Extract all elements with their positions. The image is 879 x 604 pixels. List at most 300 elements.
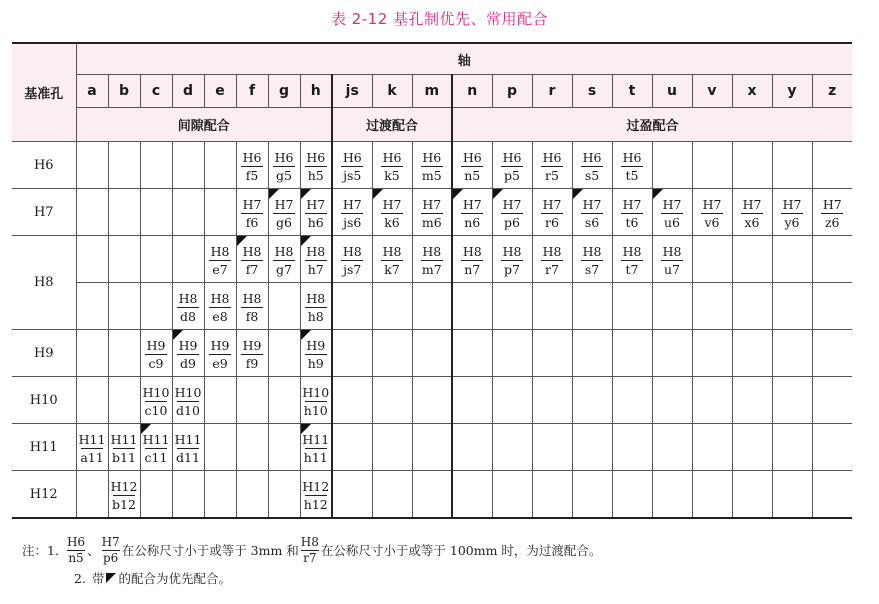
fit-hole-tolerance: H7	[502, 197, 522, 212]
fit-shaft-tolerance: r6	[545, 215, 559, 230]
empty-cell	[692, 142, 732, 189]
empty-cell	[772, 471, 812, 519]
fit-fraction	[241, 150, 263, 183]
empty-cell	[236, 424, 268, 471]
header-letter-a: a	[76, 75, 108, 108]
fit-fraction	[581, 197, 603, 230]
empty-cell	[492, 471, 532, 519]
header-group-row	[12, 108, 852, 142]
fit-hole-tolerance: H7	[542, 197, 562, 212]
row-label-H7: H7	[12, 189, 76, 236]
empty-cell	[108, 142, 140, 189]
fit-cell	[572, 142, 612, 189]
empty-cell	[140, 283, 172, 330]
empty-cell	[772, 377, 812, 424]
empty-cell	[372, 424, 412, 471]
fit-hole-tolerance: H10	[142, 385, 170, 400]
empty-cell	[204, 189, 236, 236]
empty-cell	[452, 377, 492, 424]
empty-cell	[772, 142, 812, 189]
empty-cell	[76, 283, 108, 330]
fit-fraction	[145, 338, 167, 371]
fit-hole-tolerance: H7	[306, 197, 326, 212]
header-letter-u: u	[652, 75, 692, 108]
fit-shaft-tolerance: t7	[625, 262, 639, 277]
empty-cell	[732, 330, 772, 377]
fit-hole-tolerance: H8	[210, 291, 230, 306]
fit-cell	[300, 330, 332, 377]
note-2-text-after: 的配合为优先配合。	[118, 571, 231, 586]
fit-cell	[236, 330, 268, 377]
header-shaft: 轴	[76, 43, 852, 75]
fit-fraction	[501, 197, 523, 230]
empty-cell	[108, 283, 140, 330]
fit-cell	[300, 189, 332, 236]
table-title: 表 2-12 基孔制优先、常用配合	[330, 10, 549, 28]
fit-shaft-tolerance: h9	[307, 356, 324, 371]
fit-fraction	[701, 197, 723, 230]
fit-fraction	[341, 244, 363, 277]
fit-fraction	[209, 338, 231, 371]
empty-cell	[452, 471, 492, 519]
fit-hole-tolerance: H7	[462, 197, 482, 212]
fit-cell	[652, 236, 692, 283]
fit-shaft-tolerance: k6	[384, 215, 400, 230]
fit-shaft-tolerance: e7	[212, 262, 228, 277]
fit-hole-tolerance: H9	[146, 338, 166, 353]
fit-hole-tolerance: H9	[242, 338, 262, 353]
header-letter-z: z	[812, 75, 852, 108]
fit-cell	[236, 283, 268, 330]
empty-cell	[732, 236, 772, 283]
empty-cell	[372, 283, 412, 330]
fit-cell	[452, 189, 492, 236]
empty-cell	[692, 377, 732, 424]
header-group-2: 过盈配合	[452, 108, 852, 142]
empty-cell	[812, 424, 852, 471]
fit-cell	[812, 189, 852, 236]
empty-cell	[76, 236, 108, 283]
fit-hole-tolerance: H7	[422, 197, 442, 212]
header-letter-r: r	[532, 75, 572, 108]
fit-hole-tolerance: H9	[178, 338, 198, 353]
fit-shaft-tolerance: p5	[504, 168, 520, 183]
fit-cell	[612, 236, 652, 283]
fit-shaft-tolerance: g7	[276, 262, 292, 277]
fit-hole-tolerance: H8	[342, 244, 362, 259]
header-letter-h: h	[300, 75, 332, 108]
empty-cell	[140, 471, 172, 519]
fit-fraction	[78, 432, 107, 465]
empty-cell	[172, 142, 204, 189]
fit-shaft-tolerance: m7	[421, 262, 442, 277]
header-group-0: 间隙配合	[76, 108, 332, 142]
fit-fraction	[381, 197, 403, 230]
fit-shaft-tolerance: h10	[303, 403, 328, 418]
fit-hole-tolerance: H8	[306, 244, 326, 259]
fit-hole-tolerance: H7	[582, 197, 602, 212]
empty-cell	[652, 330, 692, 377]
note-fraction-2	[102, 536, 120, 565]
empty-cell	[692, 471, 732, 519]
fit-fraction	[661, 197, 683, 230]
fit-cell	[236, 236, 268, 283]
fit-hole-tolerance: H7	[342, 197, 362, 212]
fit-fraction	[621, 150, 643, 183]
header-letter-e: e	[204, 75, 236, 108]
row-label-H11: H11	[12, 424, 76, 471]
fit-cell	[612, 189, 652, 236]
fit-cell	[572, 189, 612, 236]
fit-cell	[204, 236, 236, 283]
fit-fraction	[741, 197, 763, 230]
empty-cell	[332, 377, 372, 424]
empty-cell	[412, 471, 452, 519]
header-letter-s: s	[572, 75, 612, 108]
fit-hole-tolerance: H8	[542, 244, 562, 259]
fit-fraction	[241, 291, 263, 324]
fit-fraction	[174, 385, 203, 418]
fit-hole-tolerance: H8	[502, 244, 522, 259]
fit-shaft-tolerance: b11	[112, 450, 136, 465]
fit-cell	[532, 236, 572, 283]
fit-hole-tolerance: H8	[274, 244, 294, 259]
header-letter-b: b	[108, 75, 140, 108]
empty-cell	[268, 330, 300, 377]
note-fraction-1-den: n5	[68, 550, 84, 565]
table-row	[12, 330, 852, 377]
row-label-H6: H6	[12, 142, 76, 189]
fit-fraction	[305, 197, 327, 230]
fit-shaft-tolerance: d11	[176, 450, 200, 465]
fit-fraction	[142, 432, 171, 465]
empty-cell	[140, 142, 172, 189]
fit-shaft-tolerance: js5	[343, 168, 362, 183]
fit-hole-tolerance: H6	[274, 150, 294, 165]
fit-fraction	[421, 244, 443, 277]
fit-fraction	[421, 150, 443, 183]
empty-cell	[732, 377, 772, 424]
fit-cell	[372, 236, 412, 283]
note-fraction-2-num: H7	[101, 534, 120, 549]
fit-shaft-tolerance: n6	[464, 215, 481, 230]
fit-shaft-tolerance: h11	[303, 450, 328, 465]
fit-fraction	[273, 197, 295, 230]
fit-fraction	[174, 432, 203, 465]
fit-fraction	[541, 197, 563, 230]
empty-cell	[492, 283, 532, 330]
note-2	[74, 566, 872, 590]
fit-fraction	[305, 338, 327, 371]
empty-cell	[732, 424, 772, 471]
empty-cell	[268, 424, 300, 471]
fit-cell	[108, 471, 140, 519]
fit-shaft-tolerance: h12	[303, 497, 328, 512]
empty-cell	[452, 283, 492, 330]
empty-cell	[692, 283, 732, 330]
empty-cell	[204, 377, 236, 424]
empty-cell	[572, 471, 612, 519]
header-base-hole: 基准孔	[12, 43, 76, 142]
fit-hole-tolerance: H9	[210, 338, 230, 353]
fit-hole-tolerance: H8	[662, 244, 682, 259]
fit-hole-tolerance: H6	[306, 150, 326, 165]
table-row	[12, 377, 852, 424]
empty-cell	[652, 424, 692, 471]
empty-cell	[532, 283, 572, 330]
empty-cell	[532, 471, 572, 519]
fit-hole-tolerance: H7	[782, 197, 802, 212]
empty-cell	[204, 424, 236, 471]
fit-shaft-tolerance: f8	[245, 309, 259, 324]
fit-hole-tolerance: H6	[582, 150, 602, 165]
fit-shaft-tolerance: d10	[176, 403, 200, 418]
empty-cell	[268, 377, 300, 424]
fit-shaft-tolerance: f6	[245, 215, 259, 230]
note-fraction-3-den: r7	[303, 550, 317, 565]
empty-cell	[772, 283, 812, 330]
empty-cell	[268, 283, 300, 330]
fit-cell	[732, 189, 772, 236]
fit-shaft-tolerance: s6	[584, 215, 600, 230]
empty-cell	[452, 330, 492, 377]
fit-hole-tolerance: H7	[742, 197, 762, 212]
fit-shaft-tolerance: a11	[80, 450, 104, 465]
fit-hole-tolerance: H8	[242, 244, 262, 259]
empty-cell	[812, 471, 852, 519]
fit-fraction	[241, 338, 263, 371]
fit-fraction	[209, 291, 231, 324]
empty-cell	[76, 471, 108, 519]
fit-cell	[452, 236, 492, 283]
fit-hole-tolerance: H6	[422, 150, 442, 165]
fit-fraction	[301, 385, 330, 418]
fit-shaft-tolerance: f5	[245, 168, 259, 183]
fit-fraction	[501, 150, 523, 183]
header-letter-x: x	[732, 75, 772, 108]
empty-cell	[612, 377, 652, 424]
fit-shaft-tolerance: u6	[663, 215, 680, 230]
empty-cell	[140, 189, 172, 236]
empty-cell	[236, 471, 268, 519]
header-letter-n: n	[452, 75, 492, 108]
table-row	[12, 424, 852, 471]
empty-cell	[76, 142, 108, 189]
fit-shaft-tolerance: h6	[307, 215, 324, 230]
fit-cell	[492, 236, 532, 283]
fit-fraction	[501, 244, 523, 277]
empty-cell	[652, 377, 692, 424]
fit-shaft-tolerance: x6	[744, 215, 760, 230]
fit-shaft-tolerance: t6	[625, 215, 639, 230]
fit-fraction	[305, 150, 327, 183]
fit-shaft-tolerance: n5	[464, 168, 481, 183]
empty-cell	[532, 424, 572, 471]
fit-fraction	[209, 244, 231, 277]
fit-fraction	[301, 432, 330, 465]
fit-hole-tolerance: H7	[242, 197, 262, 212]
fit-hole-tolerance: H7	[662, 197, 682, 212]
fit-cell	[332, 142, 372, 189]
note-2-number: 2.	[74, 570, 86, 586]
fit-cell	[300, 471, 332, 519]
empty-cell	[108, 236, 140, 283]
table-row	[12, 471, 852, 519]
fit-fraction	[110, 432, 139, 465]
note-1-number: 1.	[47, 542, 59, 558]
fit-fraction	[341, 150, 363, 183]
empty-cell	[412, 283, 452, 330]
fit-hole-tolerance: H12	[110, 479, 138, 494]
empty-cell	[812, 283, 852, 330]
fit-cell	[268, 236, 300, 283]
fit-cell	[332, 189, 372, 236]
row-label-H8: H8	[12, 236, 76, 330]
empty-cell	[652, 471, 692, 519]
header-letter-p: p	[492, 75, 532, 108]
fit-hole-tolerance: H7	[622, 197, 642, 212]
fit-cell	[412, 142, 452, 189]
fit-fraction	[541, 244, 563, 277]
fit-fraction	[781, 197, 803, 230]
fit-hole-tolerance: H6	[382, 150, 402, 165]
table-body	[12, 142, 852, 519]
fit-hole-tolerance: H8	[178, 291, 198, 306]
empty-cell	[140, 236, 172, 283]
fit-shaft-tolerance: c9	[148, 356, 164, 371]
fit-cell	[412, 236, 452, 283]
fit-shaft-tolerance: z6	[824, 215, 840, 230]
fit-cell	[612, 142, 652, 189]
empty-cell	[532, 377, 572, 424]
note-fraction-3	[301, 536, 319, 565]
fit-hole-tolerance: H11	[142, 432, 170, 447]
empty-cell	[692, 424, 732, 471]
fit-cell	[76, 424, 108, 471]
fit-shaft-tolerance: r5	[545, 168, 559, 183]
empty-cell	[332, 471, 372, 519]
fit-hole-tolerance: H11	[78, 432, 106, 447]
fit-fraction	[273, 150, 295, 183]
header-group-1: 过渡配合	[332, 108, 452, 142]
fit-hole-tolerance: H10	[174, 385, 202, 400]
fit-cell	[172, 424, 204, 471]
fit-hole-tolerance: H8	[306, 291, 326, 306]
empty-cell	[108, 189, 140, 236]
empty-cell	[204, 142, 236, 189]
row-label-H9: H9	[12, 330, 76, 377]
fit-cell	[652, 189, 692, 236]
fit-fraction	[821, 197, 843, 230]
fit-fraction	[581, 244, 603, 277]
fit-cell	[172, 377, 204, 424]
fit-fraction	[421, 197, 443, 230]
empty-cell	[172, 236, 204, 283]
fit-hole-tolerance: H8	[422, 244, 442, 259]
fit-cell	[572, 236, 612, 283]
fit-shaft-tolerance: s5	[584, 168, 600, 183]
fit-fraction	[241, 197, 263, 230]
fit-shaft-tolerance: f9	[245, 356, 259, 371]
empty-cell	[492, 377, 532, 424]
empty-cell	[452, 424, 492, 471]
empty-cell	[236, 377, 268, 424]
fit-shaft-tolerance: m6	[421, 215, 442, 230]
header-letter-row	[12, 75, 852, 108]
empty-cell	[732, 283, 772, 330]
empty-cell	[492, 330, 532, 377]
fit-hole-tolerance: H8	[242, 291, 262, 306]
fit-hole-tolerance: H6	[462, 150, 482, 165]
empty-cell	[572, 283, 612, 330]
fit-shaft-tolerance: u7	[663, 262, 680, 277]
empty-cell	[172, 189, 204, 236]
fit-fraction	[305, 244, 327, 277]
fit-hole-tolerance: H6	[502, 150, 522, 165]
fit-shaft-tolerance: e9	[212, 356, 228, 371]
fit-cell	[532, 142, 572, 189]
fit-fraction	[142, 385, 171, 418]
fit-shaft-tolerance: c10	[144, 403, 168, 418]
empty-cell	[372, 471, 412, 519]
fit-shaft-tolerance: s7	[584, 262, 600, 277]
fit-fraction	[461, 244, 483, 277]
fit-shaft-tolerance: t5	[625, 168, 639, 183]
note-1	[22, 534, 872, 566]
header-letter-c: c	[140, 75, 172, 108]
fit-cell	[692, 189, 732, 236]
fit-cell	[204, 283, 236, 330]
fit-shaft-tolerance: c11	[144, 450, 168, 465]
header-letter-k: k	[372, 75, 412, 108]
table-row	[12, 142, 852, 189]
empty-cell	[204, 471, 236, 519]
notes	[22, 534, 872, 590]
fit-fraction	[273, 244, 295, 277]
fit-fraction	[461, 150, 483, 183]
fit-fraction	[621, 197, 643, 230]
empty-cell	[268, 471, 300, 519]
fit-cell	[300, 142, 332, 189]
note-fraction-1-num: H6	[66, 534, 86, 549]
empty-cell	[108, 330, 140, 377]
empty-cell	[732, 142, 772, 189]
fit-table	[12, 42, 852, 519]
empty-cell	[612, 283, 652, 330]
fit-hole-tolerance: H6	[542, 150, 562, 165]
empty-cell	[812, 236, 852, 283]
empty-cell	[172, 471, 204, 519]
empty-cell	[332, 330, 372, 377]
fit-fraction	[541, 150, 563, 183]
empty-cell	[372, 377, 412, 424]
empty-cell	[612, 330, 652, 377]
empty-cell	[492, 424, 532, 471]
header-letter-g: g	[268, 75, 300, 108]
fit-shaft-tolerance: k7	[384, 262, 400, 277]
fit-shaft-tolerance: y6	[784, 215, 800, 230]
empty-cell	[812, 142, 852, 189]
note-1-text-1: 在公称尺寸小于或等于 3mm 和	[121, 543, 299, 558]
empty-cell	[76, 189, 108, 236]
fit-hole-tolerance: H11	[174, 432, 202, 447]
fit-hole-tolerance: H8	[462, 244, 482, 259]
table-row	[12, 283, 852, 330]
fit-fraction	[305, 291, 327, 324]
header-letter-m: m	[412, 75, 452, 108]
fit-shaft-tolerance: e8	[212, 309, 228, 324]
preferred-marker-icon	[106, 573, 116, 583]
